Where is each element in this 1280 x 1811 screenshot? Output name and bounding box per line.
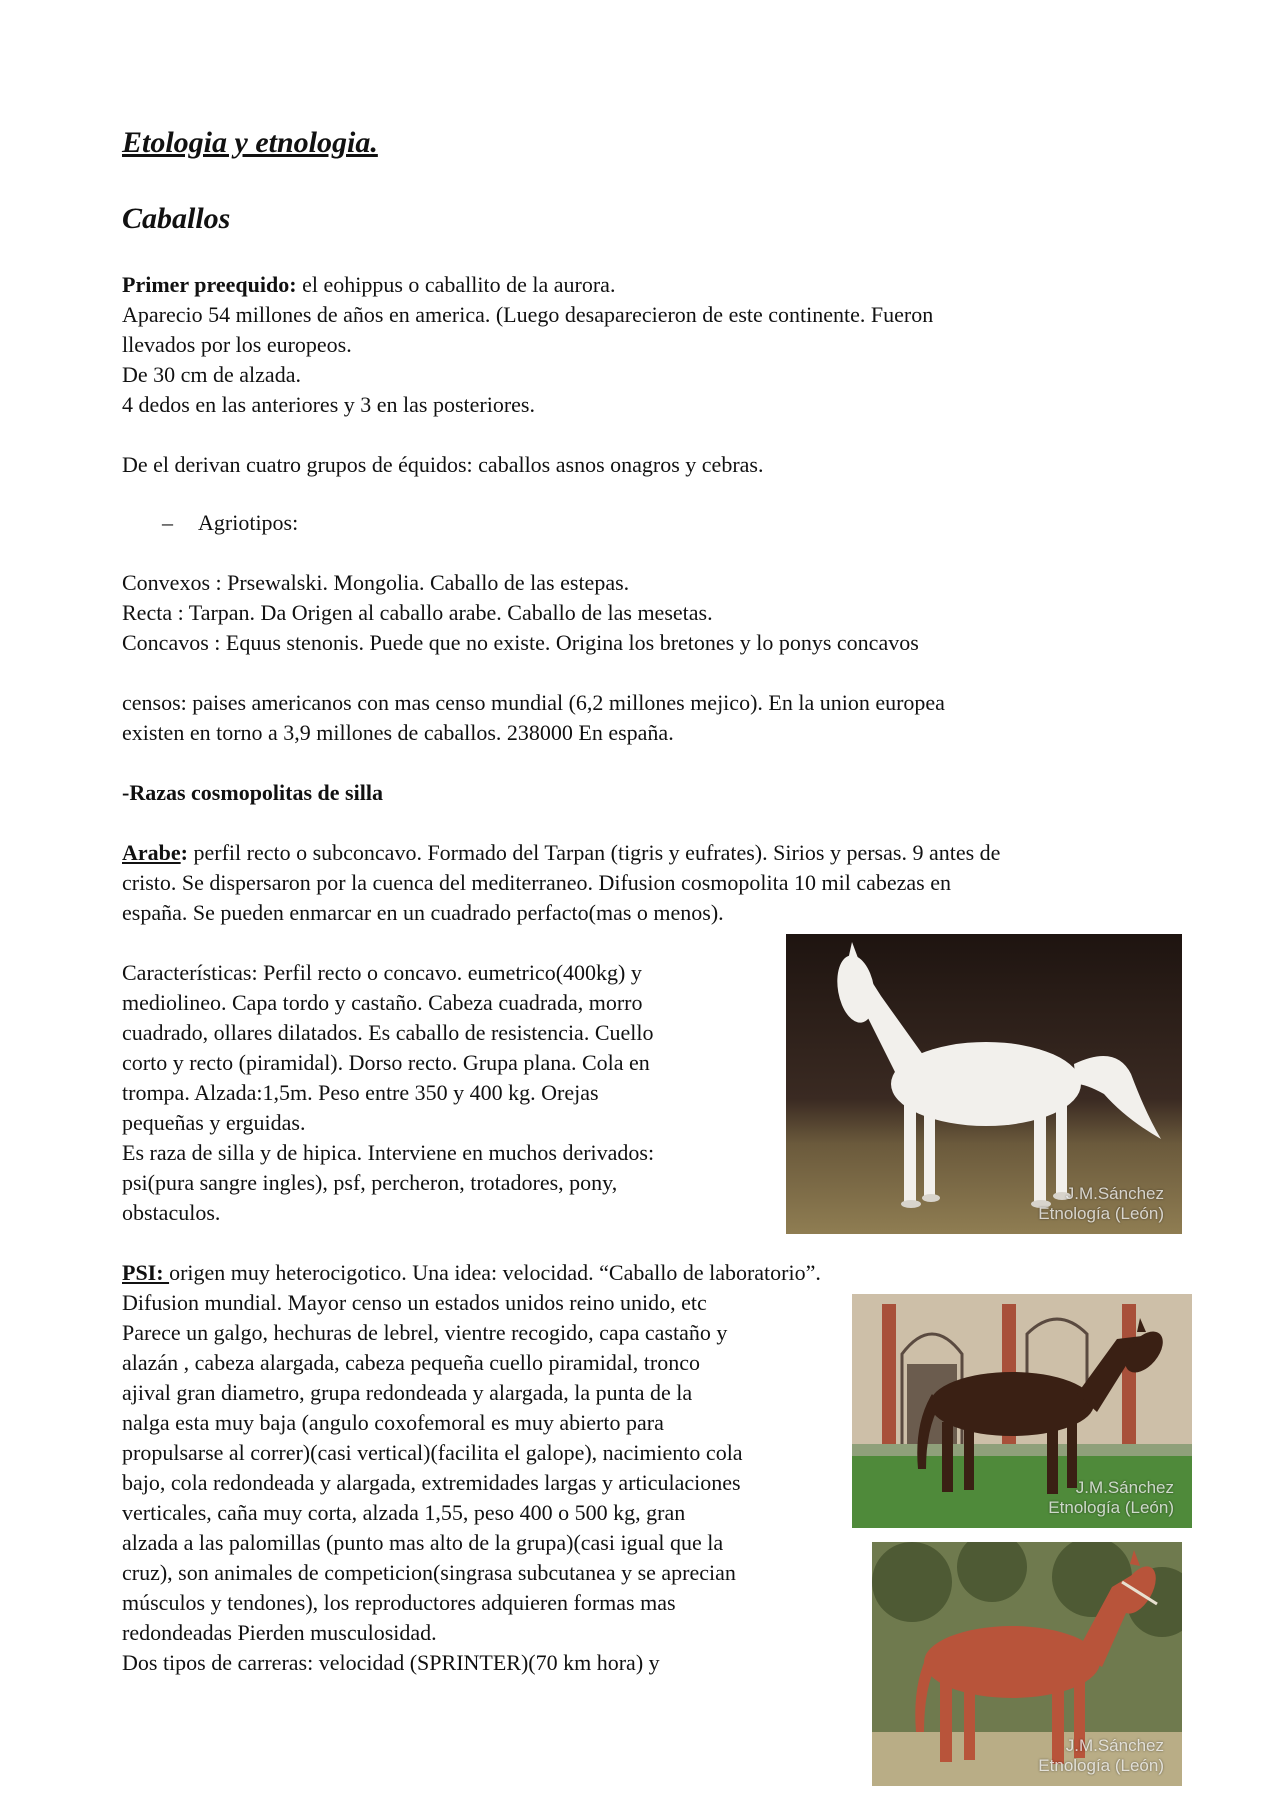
psi-label: PSI:	[122, 1260, 170, 1285]
arabe-caract-line: Características: Perfil recto o concavo. eumetrico(400kg) y	[122, 960, 642, 985]
arabe-line	[122, 838, 1000, 868]
psi-line: verticales, caña muy corta, alzada 1,55, peso 400 o 500 kg, gran	[122, 1500, 686, 1525]
watermark-author: J.M.Sánchez	[1065, 1736, 1164, 1755]
arabe-colon: :	[180, 840, 188, 865]
psi-line: ajival gran diametro, grupa redondeada y alargada, la punta de la	[122, 1380, 693, 1405]
arabe-caract-line: pequeñas y erguidas.	[122, 1110, 306, 1135]
arabe-caract-line: psi(pura sangre ingles), psf, percheron, trotadores, pony,	[122, 1170, 618, 1195]
watermark-author: J.M.Sánchez	[1075, 1478, 1174, 1497]
arabe-caract-line: cuadrado, ollares dilatados. Es caballo de resistencia. Cuello	[122, 1020, 654, 1045]
psi-dark-horse-photo	[852, 1294, 1192, 1528]
intro-line	[122, 270, 615, 300]
photo-watermark	[1038, 1184, 1164, 1224]
psi-chestnut-horse-photo	[872, 1542, 1182, 1786]
psi-line: propulsarse al correr)(casi vertical)(facilita el galope), nacimiento cola	[122, 1440, 743, 1465]
agriotipos-list-item	[122, 508, 298, 538]
psi-line: nalga esta muy baja (angulo coxofemoral es muy abierto para	[122, 1410, 664, 1435]
psi-line	[122, 1258, 821, 1288]
psi-line: Dos tipos de carreras: velocidad (SPRINTER)(70 km hora) y	[122, 1650, 660, 1675]
psi-line: músculos y tendones), los reproductores adquieren formas mas	[122, 1590, 676, 1615]
psi-text: origen muy heterocigotico. Una idea: velocidad. “Caballo de laboratorio”.	[169, 1260, 821, 1285]
agriotipos-label: Agriotipos:	[198, 510, 299, 535]
arabe-text: perfil recto o subconcavo. Formado del Tarpan (tigris y eufrates). Sirios y persas. 9 antes de	[187, 840, 1001, 865]
arabe-caract-line: obstaculos.	[122, 1200, 221, 1225]
censos-line: existen en torno a 3,9 millones de caballos. 238000 En españa.	[122, 720, 674, 745]
intro-line: llevados por los europeos.	[122, 332, 352, 357]
psi-line: redondeadas Pierden musculosidad.	[122, 1620, 437, 1645]
arabe-horse-photo	[786, 934, 1182, 1234]
razas-heading-text: -Razas cosmopolitas de silla	[122, 780, 383, 805]
psi-line: alazán , cabeza alargada, cabeza pequeña cuello piramidal, tronco	[122, 1350, 700, 1375]
arabe-line: cristo. Se dispersaron por la cuenca del mediterraneo. Difusion cosmopolita 10 mil cabezas en	[122, 870, 952, 895]
psi-line: Difusion mundial. Mayor censo un estados unidos reino unido, etc	[122, 1290, 707, 1315]
agriotipo-line: Concavos : Equus stenonis. Puede que no existe. Origina los bretones y lo ponys concavos	[122, 630, 919, 655]
razas-heading	[122, 778, 383, 808]
psi-line: alzada a las palomillas (punto mas alto de la grupa)(casi igual que la	[122, 1530, 724, 1555]
arabe-caract-line: corto y recto (piramidal). Dorso recto. Grupa plana. Cola en	[122, 1050, 650, 1075]
intro-label: Primer preequido:	[122, 272, 297, 297]
intro-line: 4 dedos en las anteriores y 3 en las posteriores.	[122, 392, 535, 417]
arabe-caract-line: Es raza de silla y de hipica. Interviene en muchos derivados:	[122, 1140, 655, 1165]
arabe-line: españa. Se pueden enmarcar en un cuadrado perfacto(mas o menos).	[122, 900, 724, 925]
dash-bullet: –	[162, 510, 173, 535]
document-title: Etologia y etnologia.	[122, 126, 378, 159]
watermark-author: J.M.Sánchez	[1065, 1184, 1164, 1203]
psi-line: cruz), son animales de competicion(singrasa subcutanea y se aprecian	[122, 1560, 736, 1585]
section-title-caballos: Caballos	[122, 202, 231, 235]
agriotipo-line: Convexos : Prsewalski. Mongolia. Caballo de las estepas.	[122, 570, 630, 595]
watermark-source: Etnología (León)	[1048, 1498, 1174, 1517]
agriotipo-line: Recta : Tarpan. Da Origen al caballo arabe. Caballo de las mesetas.	[122, 600, 713, 625]
psi-line: bajo, cola redondeada y alargada, extremidades largas y articulaciones	[122, 1470, 741, 1495]
intro-text: el eohippus o caballito de la aurora.	[296, 272, 616, 297]
psi-line: Parece un galgo, hechuras de lebrel, vientre recogido, capa castaño y	[122, 1320, 728, 1345]
watermark-source: Etnología (León)	[1038, 1756, 1164, 1775]
intro-line: De 30 cm de alzada.	[122, 362, 301, 387]
arabe-label: Arabe	[122, 840, 181, 865]
watermark-source: Etnología (León)	[1038, 1204, 1164, 1223]
intro-line: Aparecio 54 millones de años en america. (Luego desaparecieron de este continente. Fueron	[122, 302, 934, 327]
photo-watermark	[1048, 1478, 1174, 1518]
derivan-line: De el derivan cuatro grupos de équidos: caballos asnos onagros y cebras.	[122, 452, 764, 477]
photo-watermark	[1038, 1736, 1164, 1776]
arabe-caract-line: mediolineo. Capa tordo y castaño. Cabeza cuadrada, morro	[122, 990, 643, 1015]
censos-line: censos: paises americanos con mas censo mundial (6,2 millones mejico). En la union europea	[122, 690, 945, 715]
arabe-caract-line: trompa. Alzada:1,5m. Peso entre 350 y 400 kg. Orejas	[122, 1080, 599, 1105]
